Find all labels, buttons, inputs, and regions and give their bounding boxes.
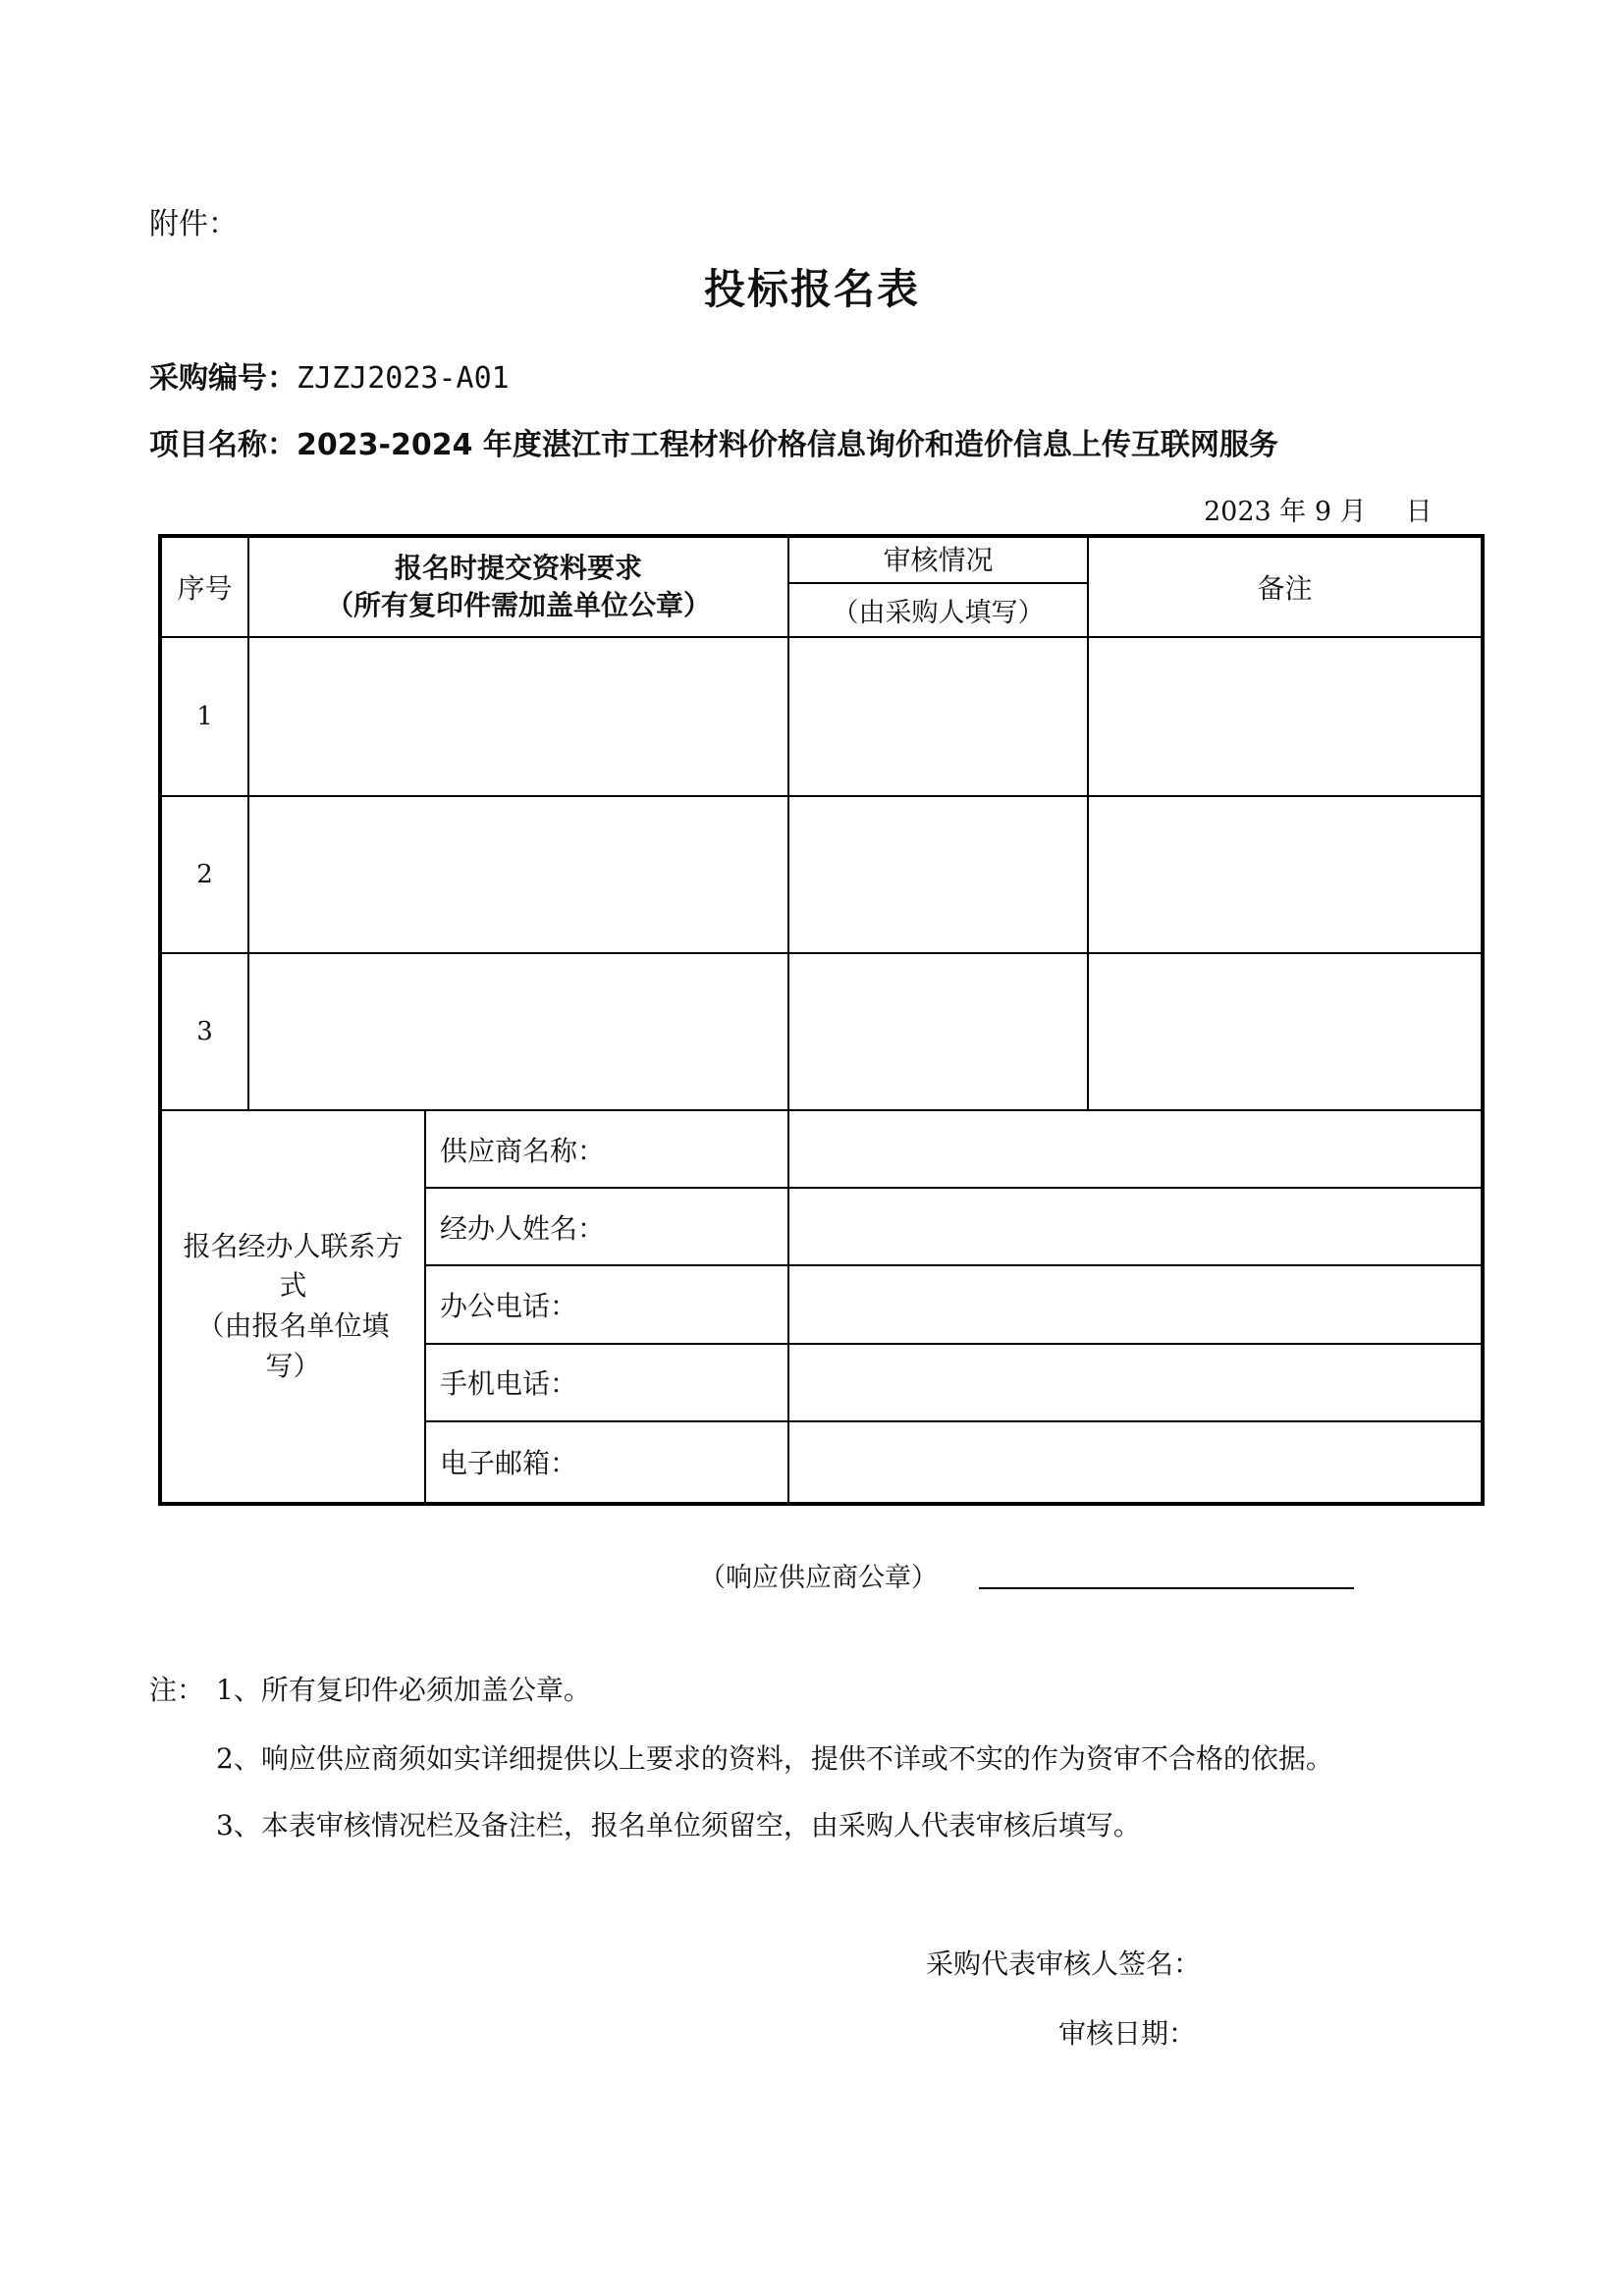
header-remarks: 备注	[1088, 536, 1483, 637]
table-row	[160, 953, 1483, 1110]
table-row	[160, 796, 1483, 953]
seal-signature-line[interactable]	[979, 1587, 1354, 1589]
contact-label-line2: 式	[279, 1269, 307, 1303]
contact-person-label: 经办人姓名：	[425, 1188, 788, 1265]
row-number: 2	[160, 796, 248, 953]
review-date-label: 审核日期：	[1058, 2017, 1197, 2050]
office-phone-field[interactable]	[788, 1265, 1483, 1343]
header-review-note: （由采购人填写）	[788, 583, 1088, 637]
review-cell[interactable]	[788, 953, 1088, 1110]
supplier-name-label: 供应商名称：	[425, 1110, 788, 1188]
table-row	[160, 637, 1483, 795]
contact-label-line4: 写）	[265, 1349, 321, 1382]
contact-label-line3: （由报名单位填	[196, 1309, 390, 1343]
procurement-number-value: ZJZJ2023-A01	[297, 361, 510, 396]
note-item: 3、本表审核情况栏及备注栏，报名单位须留空，由采购人代表审核后填写。	[216, 1809, 1141, 1842]
header-submission-line2: （所有复印件需加盖单位公章）	[326, 589, 712, 622]
registration-table	[158, 534, 1485, 1506]
email-label: 电子邮箱：	[425, 1421, 788, 1504]
remark-cell[interactable]	[1088, 796, 1483, 953]
form-date-day: 日	[1405, 497, 1433, 527]
form-date	[1204, 490, 1433, 528]
contact-person-field[interactable]	[788, 1188, 1483, 1265]
mobile-phone-field[interactable]	[788, 1344, 1483, 1421]
form-date-month: 2023 年 9 月	[1204, 497, 1367, 527]
supplier-name-field[interactable]	[788, 1110, 1483, 1188]
remark-cell[interactable]	[1088, 637, 1483, 795]
requirement-cell[interactable]	[248, 637, 788, 795]
review-cell[interactable]	[788, 637, 1088, 795]
review-cell[interactable]	[788, 796, 1088, 953]
requirement-cell[interactable]	[248, 953, 788, 1110]
contact-label-line1: 报名经办人联系方	[183, 1229, 404, 1262]
email-field[interactable]	[788, 1421, 1483, 1504]
reviewer-signature-label: 采购代表审核人签名：	[926, 1948, 1202, 1980]
contact-section-label	[160, 1110, 425, 1504]
row-number: 3	[160, 953, 248, 1110]
office-phone-label: 办公电话：	[425, 1265, 788, 1343]
note-item: 1、所有复印件必须加盖公章。	[216, 1674, 591, 1706]
requirement-cell[interactable]	[248, 796, 788, 953]
project-name-value: 2023-2024 年度湛江市工程材料价格信息询价和造价信息上传互联网服务	[297, 428, 1278, 462]
project-name-label: 项目名称：	[149, 428, 297, 462]
mobile-phone-label: 手机电话：	[425, 1344, 788, 1421]
header-serial-no: 序号	[160, 536, 248, 637]
header-submission-line1: 报名时提交资料要求	[395, 552, 643, 585]
supplier-seal-label: （响应供应商公章）	[699, 1563, 938, 1593]
attachment-label: 附件：	[149, 207, 238, 241]
procurement-number-label: 采购编号：	[149, 361, 297, 396]
header-submission-requirements	[248, 536, 788, 637]
project-name	[149, 420, 1278, 463]
header-review-status: 审核情况	[788, 536, 1088, 583]
row-number: 1	[160, 637, 248, 795]
remark-cell[interactable]	[1088, 953, 1483, 1110]
procurement-number	[149, 353, 510, 397]
form-title: 投标报名表	[703, 265, 920, 313]
note-item: 2、响应供应商须如实详细提供以上要求的资料，提供不详或不实的作为资审不合格的依据。	[216, 1742, 1333, 1775]
notes-prefix: 注：	[149, 1674, 205, 1706]
